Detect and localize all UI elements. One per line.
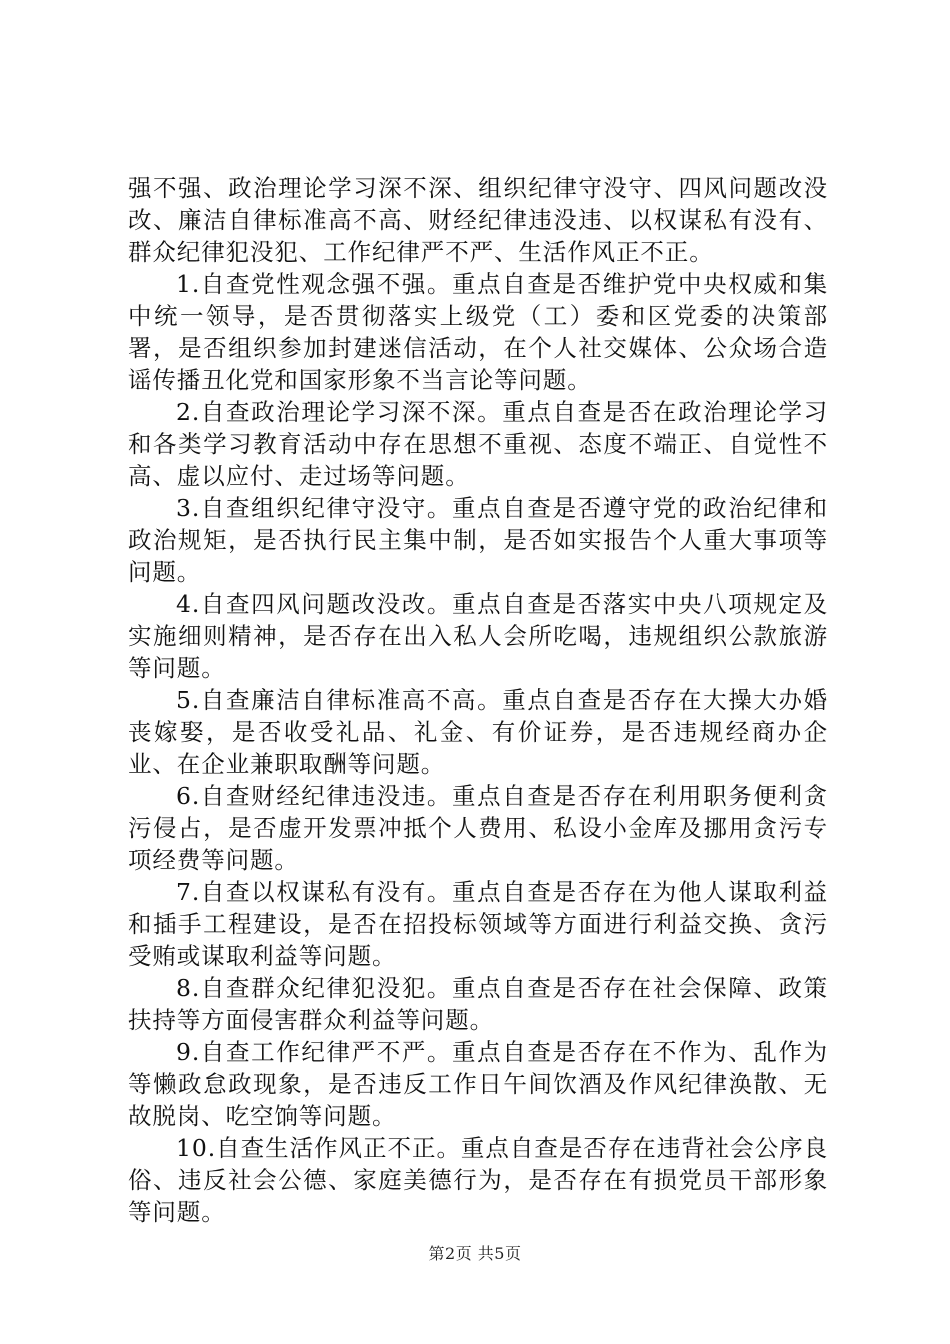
paragraph-item-8: 8.自查群众纪律犯没犯。重点自查是否存在社会保障、政策扶持等方面侵害群众利益等问题。 xyxy=(128,974,828,1034)
paragraph-item-6: 6.自查财经纪律违没违。重点自查是否存在利用职务便利贪污侵占，是否虚开发票冲抵个人费用、私设小金库及挪用贪污专项经费等问题。 xyxy=(128,782,828,874)
document-body xyxy=(128,172,828,1228)
paragraph-item-5: 5.自查廉洁自律标准高不高。重点自查是否存在大操大办婚丧嫁娶，是否收受礼品、礼金、有价证券，是否违规经商办企业、在企业兼职取酬等问题。 xyxy=(128,686,828,778)
paragraph-item-10: 10.自查生活作风正不正。重点自查是否存在违背社会公序良俗、违反社会公德、家庭美德行为，是否存在有损党员干部形象等问题。 xyxy=(128,1134,828,1226)
paragraph-continuation: 强不强、政治理论学习深不深、组织纪律守没守、四风问题改没改、廉洁自律标准高不高、财经纪律违没违、以权谋私有没有、群众纪律犯没犯、工作纪律严不严、生活作风正不正。 xyxy=(128,174,828,266)
paragraph-item-1: 1.自查党性观念强不强。重点自查是否维护党中央权威和集中统一领导，是否贯彻落实上级党（工）委和区党委的决策部署，是否组织参加封建迷信活动，在个人社交媒体、公众场合造谣传播丑化党和国家形象不当言论等问题。 xyxy=(128,270,828,394)
paragraph-item-7: 7.自查以权谋私有没有。重点自查是否存在为他人谋取利益和插手工程建设，是否在招投标领域等方面进行利益交换、贪污受贿或谋取利益等问题。 xyxy=(128,878,828,970)
paragraph-item-2: 2.自查政治理论学习深不深。重点自查是否在政治理论学习和各类学习教育活动中存在思想不重视、态度不端正、自觉性不高、虚以应付、走过场等问题。 xyxy=(128,398,828,490)
paragraph-item-3: 3.自查组织纪律守没守。重点自查是否遵守党的政治纪律和政治规矩，是否执行民主集中制，是否如实报告个人重大事项等问题。 xyxy=(128,494,828,586)
page-number-footer: 第2页 共5页 xyxy=(428,1244,522,1263)
paragraph-item-4: 4.自查四风问题改没改。重点自查是否落实中央八项规定及实施细则精神，是否存在出入私人会所吃喝，违规组织公款旅游等问题。 xyxy=(128,590,828,682)
paragraph-item-9: 9.自查工作纪律严不严。重点自查是否存在不作为、乱作为等懒政怠政现象，是否违反工作日午间饮酒及作风纪律涣散、无故脱岗、吃空饷等问题。 xyxy=(128,1038,828,1130)
